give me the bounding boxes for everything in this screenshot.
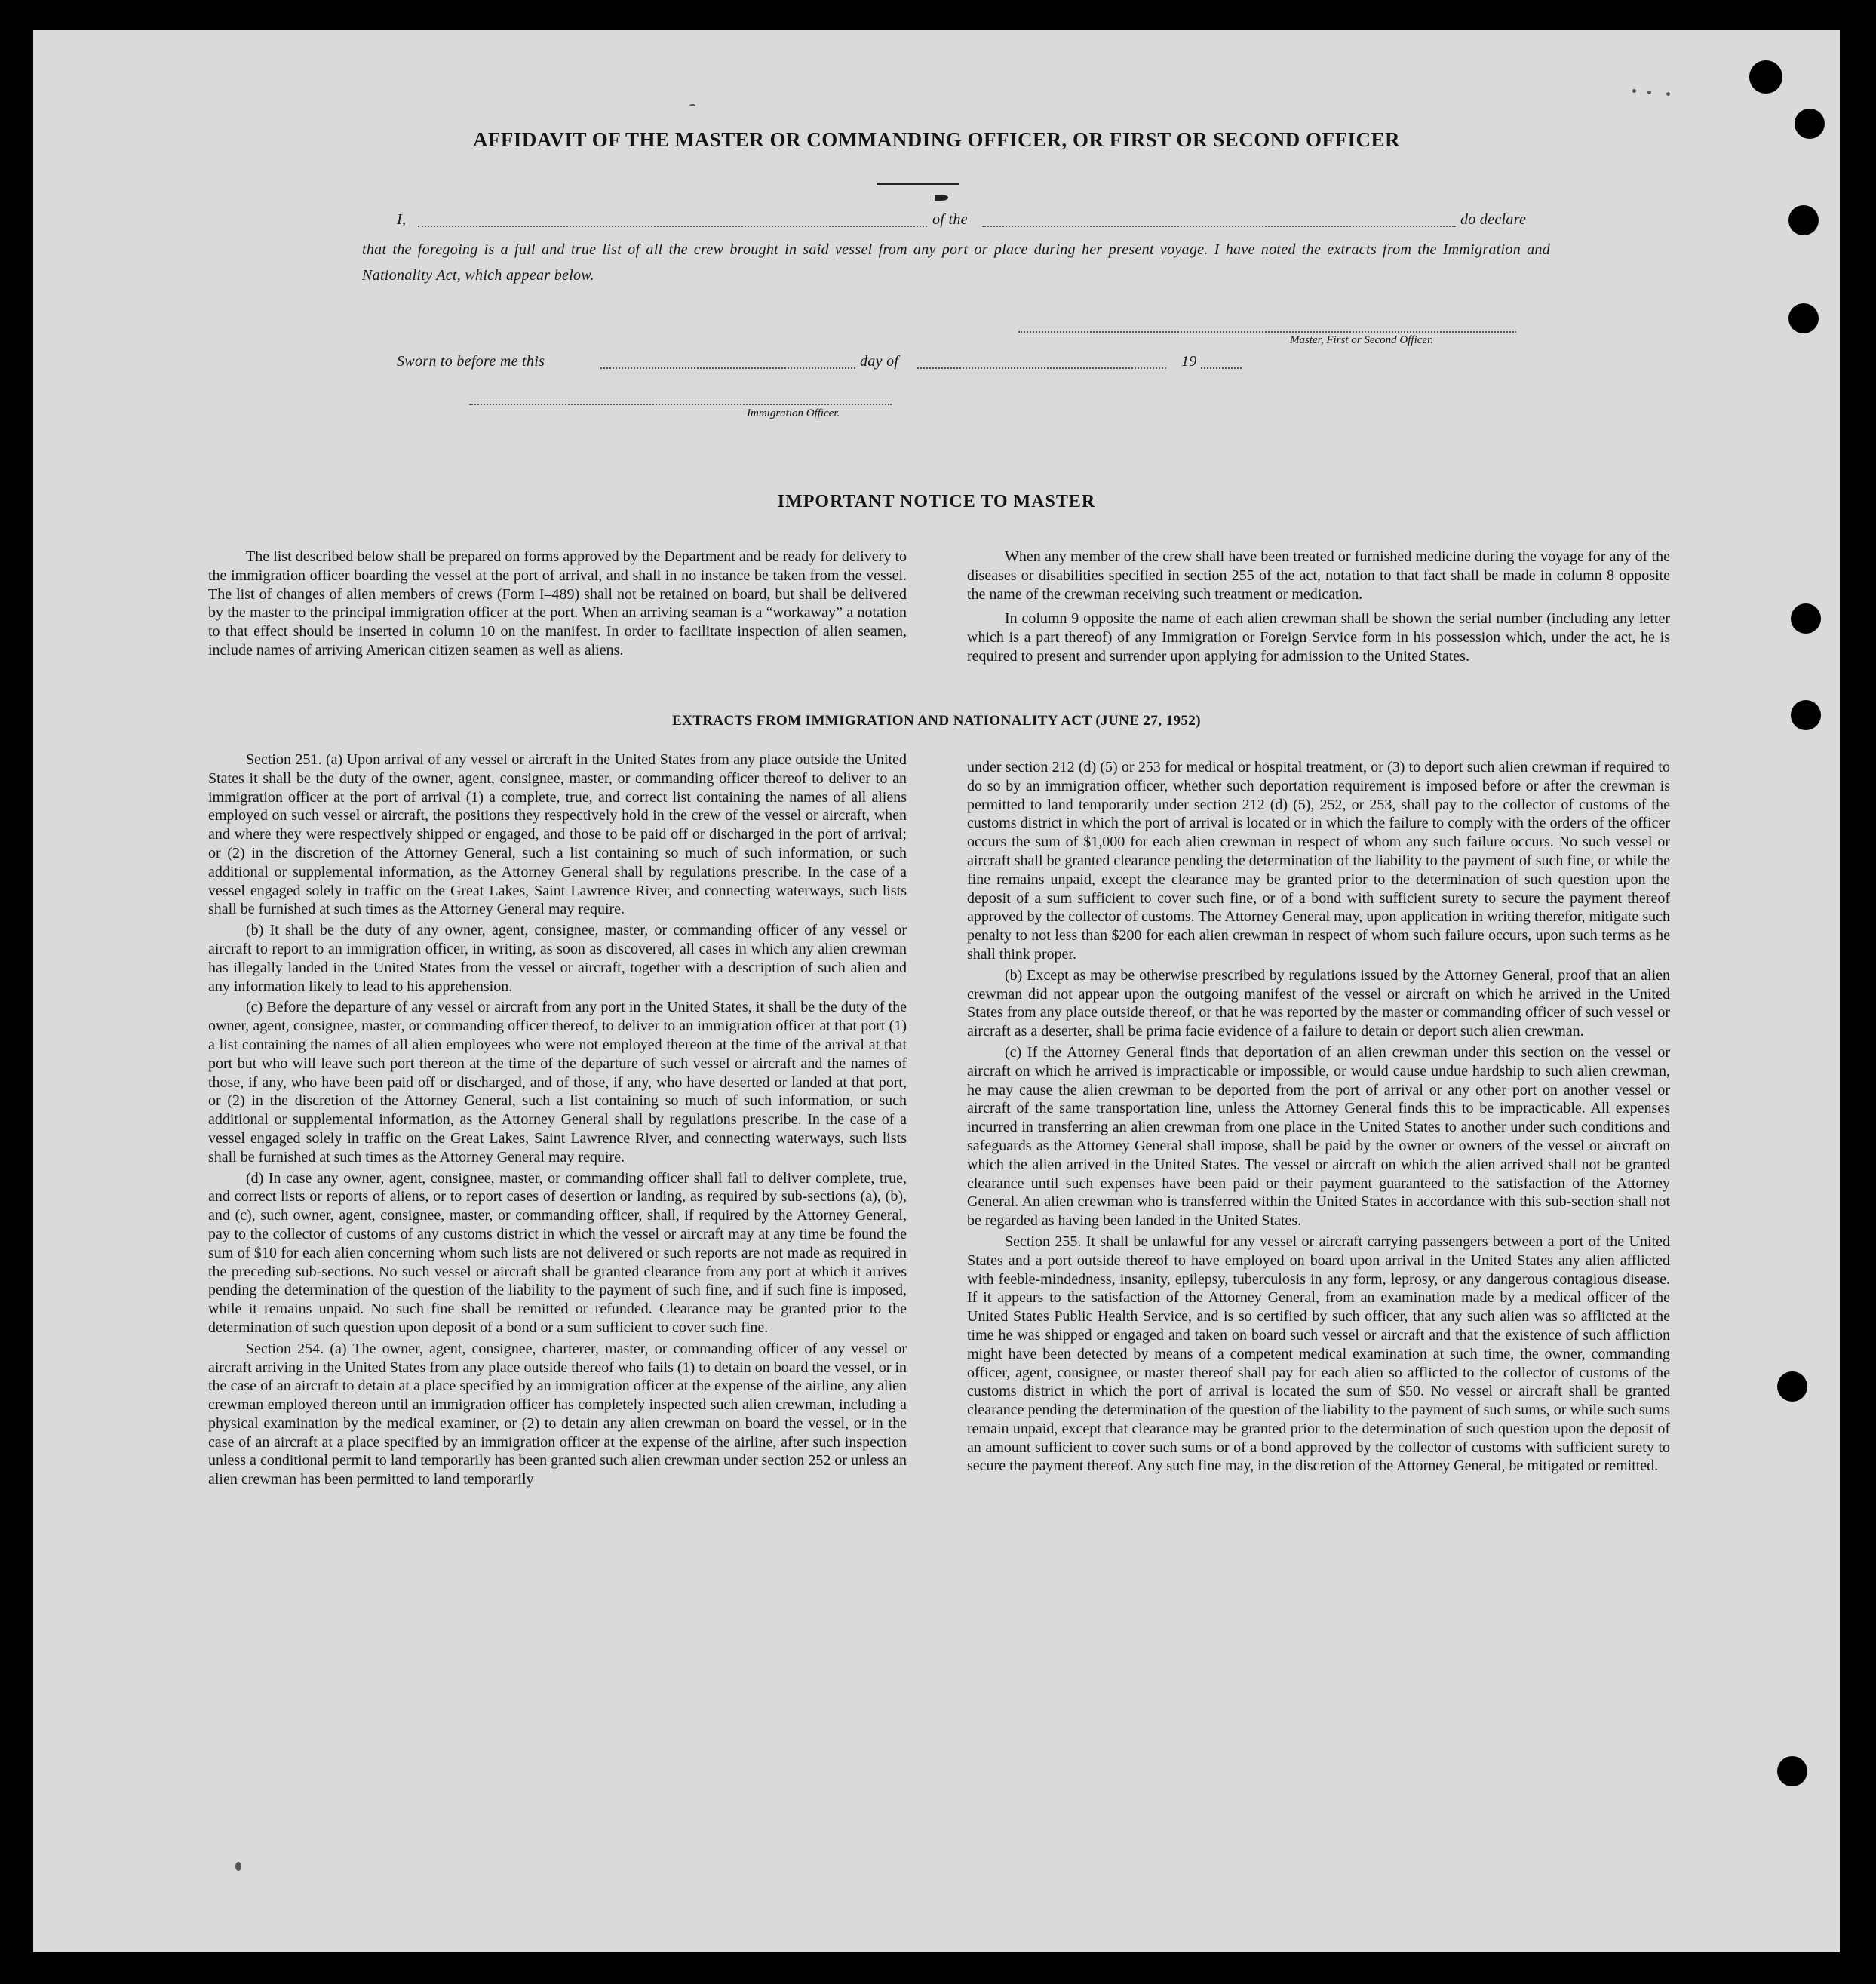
master-signature-field[interactable] bbox=[1018, 330, 1516, 333]
sworn-month-field[interactable] bbox=[917, 367, 1166, 369]
act-paragraph: (c) Before the departure of any vessel or aircraft from any port in the United States, it shall be the duty of the owner, agent, consignee, master, or commanding officer thereof, to deliver to an immigration officer at that port (1) a list containing the names of all alien employees who were not employed thereon at the time of the arrival at that port but who will leave such port thereon at the time of the departure of such vessel or aircraft and the names of those, if any, who have been paid off or discharged, and of those, if any, who have deserted or landed at that port, or (2) in the discretion of the Attorney General, such a list containing so much of such information, or such additional or supplemental information, as the Attorney General shall by regulations prescribe. In the case of a vessel engaged solely in traffic on the Great Lakes, Saint Lawrence River, and connecting waterways, such lists shall be furnished at such times as the Attorney General may require. bbox=[208, 999, 907, 1166]
sworn-day-field[interactable] bbox=[600, 367, 855, 369]
extracts-left-column bbox=[208, 751, 907, 1489]
speck bbox=[1647, 91, 1651, 94]
year-prefix: 19 bbox=[1181, 353, 1197, 370]
binder-hole bbox=[1788, 303, 1819, 333]
act-paragraph: Section 251. (a) Upon arrival of any vessel or aircraft in the United States from any place outside the United States it shall be the duty of the owner, agent, consignee, master, or commanding officer thereof to deliver to an immigration officer at the port of arrival (1) a complete, true, and correct list containing the names of all aliens employed on such vessel or aircraft, the positions they respectively hold in the crew of the vessel or aircraft, when and where they were respectively shipped or engaged, and those to be paid off or discharged in the port of arrival; or (2) in the discretion of the Attorney General, such a list containing so much of such information, or such additional or supplemental information, as the Attorney General shall by regulations prescribe. In the case of a vessel engaged solely in traffic on the Great Lakes, Saint Lawrence River, and connecting waterways, such lists shall be furnished at such times as the Attorney General may require. bbox=[208, 751, 907, 918]
officer-signature-field[interactable] bbox=[469, 403, 892, 405]
notice-left-column bbox=[208, 548, 907, 660]
sworn-year-field[interactable] bbox=[1201, 367, 1242, 369]
title-divider bbox=[877, 183, 959, 185]
binder-hole bbox=[1749, 60, 1782, 94]
declaration-of-the: of the bbox=[932, 211, 968, 228]
sworn-to-label: Sworn to before me this bbox=[397, 353, 545, 370]
document-page bbox=[33, 30, 1840, 1952]
extracts-title: EXTRACTS FROM IMMIGRATION AND NATIONALITY ACT (JUNE 27, 1952) bbox=[672, 713, 1201, 729]
binder-hole bbox=[1791, 700, 1821, 730]
act-paragraph: (b) Except as may be otherwise prescribed by regulations issued by the Attorney General, proof that an alien crewman did not appear upon the outgoing manifest of the vessel or aircraft on which he arrived in the United States from any place outside thereof, or that he was reported by the master or commanding officer of such vessel or aircraft as a deserter, shall be prima facie evidence of a failure to detain or deport such alien crewman. bbox=[967, 966, 1670, 1040]
master-signature-caption: Master, First or Second Officer. bbox=[1290, 334, 1433, 346]
printer-mark bbox=[935, 195, 948, 201]
declaration-statement: that the foregoing is a full and true list of all the crew brought in said vessel from any port or place during her present voyage. I have noted the extracts from the Immigration and Nationality Act, which appear below. bbox=[362, 241, 1550, 284]
day-of-label: day of bbox=[860, 353, 899, 370]
binder-hole bbox=[1795, 109, 1825, 139]
declaration-do-declare: do declare bbox=[1460, 211, 1527, 228]
vessel-name-field[interactable] bbox=[982, 225, 1456, 227]
act-paragraph: under section 212 (d) (5) or 253 for medical or hospital treatment, or (3) to deport such alien crewman if required to do so by an immigration officer, whether such deportation requirement is imposed before or after the crewman is permitted to land temporarily under section 212 (d) (5), 252, or 253, shall pay to the collector of customs of the customs district in which the port of arrival is located or in which the failure to comply with the orders of the officer occurs the sum of $1,000 for each alien crewman in respect of whom any such failure occurs. No such vessel or aircraft shall be granted clearance pending the determination of the liability to the payment of such fine, or while the fine remains unpaid, except the clearance may be granted prior to the determination of such question upon the deposit of a sum sufficient to cover such fine, or of a bond with sufficient surety to secure the payment thereof approved by the collector of customs. The Attorney General may, upon application in writing therefor, mitigate such penalty to not less than $200 for each alien crewman in respect of whom such failure occurs, upon such terms as he shall think proper. bbox=[967, 759, 1670, 963]
act-paragraph: Section 254. (a) The owner, agent, consignee, charterer, master, or commanding officer of any vessel or aircraft arriving in the United States from any place outside thereof who fails (1) to detain on board the vessel, or in the case of an aircraft to detain at a place specified by an immigration officer at the expense of the airline, any alien crewman employed thereon until an immigration officer has completely inspected such alien crewman, including a physical examination by the medical examiner, or (2) to detain any alien crewman on board the vessel, or in the case of an aircraft at a place specified by an immigration officer at the expense of the airline, after such inspection unless a conditional permit to land temporarily has been granted such alien crewman under section 252 or unless an alien crewman has been permitted to land temporarily bbox=[208, 1340, 907, 1488]
notice-title: IMPORTANT NOTICE TO MASTER bbox=[777, 492, 1096, 511]
binder-hole bbox=[1791, 603, 1821, 634]
act-paragraph: (d) In case any owner, agent, consignee, master, or commanding officer shall fail to deliver complete, true, and correct lists or reports of aliens, or to report cases of desertion or landing, as required by sub-sections (a), (b), and (c), such owner, agent, consignee, master, or commanding officer, shall, if required by the Attorney General, pay to the collector of customs of any customs district in which the vessel or aircraft may at any time be found the sum of $10 for each alien concerning whom such lists are not delivered or such reports are not made as required in the preceding sub-sections. No such vessel or aircraft shall be granted clearance from any port at which it arrives pending the determination of the question of the liability to the payment of such fine, and if such fine is imposed, while it remains unpaid. No such fine shall be remitted or refunded. Clearance may be granted prior to the determination of such question upon deposit of a bond or a sum sufficient to cover such fine. bbox=[208, 1169, 907, 1336]
notice-paragraph: The list described below shall be prepared on forms approved by the Department and be ready for delivery to the immigration officer boarding the vessel at the port of arrival, and shall in no instance be taken from the vessel. The list of changes of alien members of crews (Form I–489) shall not be retained on board, but shall be delivered by the master to the principal immigration officer at the port. When an arriving seaman is a “workaway” a notation to that effect should be inserted in column 10 on the manifest. In order to facilitate inspection of alien seamen, include names of arriving American citizen seamen as well as aliens. bbox=[208, 548, 907, 659]
speck bbox=[689, 104, 695, 106]
notice-paragraph: When any member of the crew shall have been treated or furnished medicine during the voyage for any of the diseases or disabilities specified in section 255 of the act, notation to that fact shall be made in column 8 opposite the name of the crewman receiving such treatment or medication. bbox=[967, 548, 1670, 603]
extracts-right-column bbox=[967, 758, 1670, 1476]
speck bbox=[1632, 89, 1636, 93]
officer-signature-caption: Immigration Officer. bbox=[747, 407, 840, 419]
declaration-i: I, bbox=[397, 211, 407, 228]
affidavit-title: AFFIDAVIT OF THE MASTER OR COMMANDING OFFICER, OR FIRST OR SECOND OFFICER bbox=[472, 128, 1401, 151]
binder-hole bbox=[1777, 1756, 1807, 1786]
act-paragraph: Section 255. It shall be unlawful for any vessel or aircraft carrying passengers between a port of the United States and a port outside thereof to have employed on board upon arrival in the United States any alien afflicted with feeble-mindedness, insanity, epilepsy, tuberculosis in any form, leprosy, or any dangerous contagious disease. If it appears to the satisfaction of the Attorney General, from an examination made by a medical officer of the United States Public Health Service, and is so certified by such officer, that any such alien was so afflicted at the time he was shipped or engaged and taken on board such vessel or aircraft and that the existence of such affliction might have been detected by means of a competent medical examination at such time, the owner, commanding officer, agent, consignee, or master thereof shall pay for each alien so afflicted to the collector of customs of the customs district in which the port of arrival is located the sum of $50. No vessel or aircraft shall be granted clearance pending the determination of the question of the liability to the payment of such sums, or while such sums remain unpaid, except that clearance may be granted prior to the determination of such question upon the deposit of an amount sufficient to cover such sums or of a bond approved by the collector of customs with sufficient surety to secure the payment thereof. Any such fine may, in the discretion of the Attorney General, be mitigated or remitted. bbox=[967, 1233, 1670, 1475]
speck bbox=[1666, 92, 1670, 96]
declarant-name-field[interactable] bbox=[418, 225, 927, 227]
binder-hole bbox=[1788, 205, 1819, 235]
notice-right-column bbox=[967, 548, 1670, 666]
act-paragraph: (b) It shall be the duty of any owner, agent, consignee, master, or commanding officer of any vessel or aircraft to report to an immigration officer, in writing, as soon as discovered, all cases in which any alien crewman has illegally landed in the United States from the vessel or aircraft, together with a description of such alien and any information likely to lead to his apprehension. bbox=[208, 922, 907, 995]
binder-hole bbox=[1777, 1371, 1807, 1402]
speck bbox=[235, 1862, 241, 1871]
notice-paragraph: In column 9 opposite the name of each alien crewman shall be shown the serial number (including any letter which is a part thereof) of any Immigration or Foreign Service form in his possession which, under the act, he is required to present and surrender upon applying for admission to the United States. bbox=[967, 610, 1670, 665]
act-paragraph: (c) If the Attorney General finds that deportation of an alien crewman under this section on the vessel or aircraft on which he arrived is impracticable or impossible, or would cause undue hardship to such alien crewman, he may cause the alien crewman to be deported from the port of arrival or any other port on another vessel or aircraft of the same transportation line, unless the Attorney General finds this to be impracticable. All expenses incurred in transferring an alien crewman from one place in the United States to another under such conditions and safeguards as the Attorney General shall impose, shall be paid by the owner or owners of the vessel or aircraft on which the alien arrived in the United States. The vessel or aircraft on which the alien arrived shall not be granted clearance until such expenses have been paid or their payment guaranteed to the satisfaction of the Attorney General. An alien crewman who is transferred within the United States in accordance with this sub-section shall not be regarded as having been landed in the United States. bbox=[967, 1043, 1670, 1230]
